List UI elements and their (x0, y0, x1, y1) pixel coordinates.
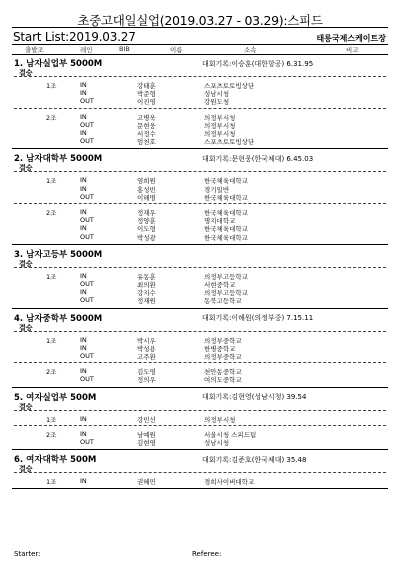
team-cell: 여의도중학교 (204, 376, 242, 385)
athlete-name: 박성광 (137, 233, 156, 242)
lane-cell: IN (80, 129, 87, 137)
lane-cell: OUT (80, 352, 94, 360)
team-cell: 의정부고등학교 (204, 272, 248, 281)
lane-cell: OUT (80, 216, 94, 225)
athlete-name: 문현웅 (137, 121, 156, 130)
team-cell: 성남시청 (204, 439, 230, 447)
heat-label: 1조 (46, 177, 57, 186)
heat-label: 1조 (46, 478, 57, 487)
athlete-name: 유동훈 (137, 272, 156, 281)
athlete-name: 고주환 (137, 353, 156, 361)
event-record: 대회기록:문현웅(한국체대) 6.45.03 (202, 154, 314, 163)
athlete-name: 정재우 (137, 209, 156, 217)
athlete-name: 강지수 (137, 289, 156, 298)
athlete-name: 정양훈 (137, 217, 156, 226)
column-header-heat: 출발조 (25, 46, 44, 54)
team-cell: 의정부시청 (204, 113, 236, 122)
heat-label: 2조 (46, 113, 57, 122)
heat-label: 1조 (46, 415, 57, 424)
lane-cell: OUT (80, 97, 94, 106)
lane-cell: OUT (80, 375, 94, 384)
event-title: 3. 남자고등부 5000M (14, 249, 103, 260)
lane-cell: IN (80, 89, 87, 98)
team-cell: 성남시청 (204, 90, 230, 99)
lane-cell: OUT (80, 438, 94, 446)
heat-divider (14, 108, 386, 109)
column-header-note: 비고 (346, 46, 359, 54)
team-cell: 천안동중학교 (204, 368, 242, 377)
lane-cell: OUT (80, 120, 94, 129)
heat-label: 2조 (46, 209, 57, 217)
lane-cell: IN (80, 288, 87, 297)
round-label: 결승 (19, 69, 33, 77)
lane-cell: IN (80, 343, 87, 352)
lane-cell: OUT (80, 296, 94, 305)
event-record: 대회기록:이해원(의정부중) 7.15.11 (202, 314, 314, 323)
team-cell: 한국체육대학교 (204, 209, 248, 217)
lane-cell: OUT (80, 280, 94, 288)
start-list-date: Start List:2019.03.27 (13, 30, 136, 44)
column-header-lane: 레인 (80, 46, 93, 54)
lane-cell: IN (80, 414, 87, 423)
event-title: 5. 여자실업부 500M (14, 392, 97, 403)
team-cell: 의정부중학교 (204, 336, 242, 345)
athlete-name: 엄천호 (137, 138, 156, 147)
athlete-name: 최의환 (137, 281, 156, 289)
athlete-name: 김도영 (137, 368, 156, 377)
round-divider (14, 410, 386, 411)
column-header-rule (12, 54, 388, 55)
round-label: 결승 (19, 465, 33, 474)
lane-cell: IN (80, 184, 87, 193)
team-cell: 경기일반 (204, 185, 230, 194)
round-label: 결승 (19, 323, 33, 332)
athlete-name: 염희원 (137, 177, 156, 186)
lane-cell: IN (80, 429, 87, 438)
athlete-name: 박시우 (137, 336, 156, 345)
team-cell: 한병중학교 (204, 344, 236, 353)
team-cell: 의정부시청 (204, 130, 236, 138)
team-cell: 서현중학교 (204, 281, 236, 289)
column-header-bib: BIB (119, 45, 130, 53)
team-cell: 의정부시청 (204, 415, 236, 424)
lane-cell: IN (80, 81, 87, 89)
event-divider (12, 488, 388, 489)
team-cell: 한국체육대학교 (204, 193, 248, 202)
lane-cell: IN (80, 477, 87, 486)
team-cell: 스포츠토토빙상단 (204, 82, 255, 90)
lane-cell: OUT (80, 137, 94, 146)
round-divider (14, 331, 386, 332)
title-rule (12, 27, 388, 28)
athlete-name: 박성용 (137, 344, 156, 353)
lane-cell: IN (80, 112, 87, 121)
heat-divider (14, 425, 386, 426)
athlete-name: 김현영 (137, 439, 156, 447)
athlete-name: 정의우 (137, 376, 156, 385)
column-header-team: 소속 (244, 46, 257, 54)
round-label: 결승 (19, 402, 33, 411)
event-divider (12, 244, 388, 245)
athlete-name: 홍성빈 (137, 185, 156, 194)
athlete-name: 권혜민 (137, 478, 156, 487)
heat-label: 1조 (46, 82, 57, 90)
athlete-name: 정재원 (137, 297, 156, 306)
lane-cell: IN (80, 208, 87, 216)
event-title: 2. 남자대학부 5000M (14, 154, 103, 165)
lane-cell: IN (80, 176, 87, 185)
team-cell: 동북고등학교 (204, 297, 242, 306)
athlete-name: 이진영 (137, 98, 156, 107)
lane-cell: OUT (80, 232, 94, 241)
athlete-name: 고병욱 (137, 113, 156, 122)
round-divider (14, 472, 386, 473)
team-cell: 스포츠토토빙상단 (204, 138, 255, 147)
event-title: 4. 남자중학부 5000M (14, 313, 103, 324)
athlete-name: 박준형 (137, 90, 156, 99)
heat-label: 2조 (46, 368, 57, 377)
round-label: 결승 (19, 164, 33, 173)
heat-label: 2조 (46, 430, 57, 439)
athlete-name: 강태훈 (137, 82, 156, 90)
column-header-name: 이름 (170, 46, 183, 54)
heat-label: 1조 (46, 272, 57, 281)
team-cell: 경희사이버대학교 (204, 478, 255, 487)
event-record: 대회기록:김현영(성남시청) 39.54 (202, 393, 307, 402)
round-label: 결승 (19, 259, 33, 268)
athlete-name: 남예원 (137, 430, 156, 439)
team-cell: 한국체육대학교 (204, 233, 248, 242)
event-divider (12, 148, 388, 149)
team-cell: 의정부중학교 (204, 353, 242, 361)
team-cell: 의정부시청 (204, 121, 236, 130)
referee-signature-label: Referee: (192, 550, 222, 558)
heat-divider (14, 362, 386, 363)
document-title: 초중고대일실업(2019.03.27 - 03.29):스피드 (77, 13, 323, 28)
event-title: 1. 남자실업부 5000M (14, 59, 103, 69)
round-divider (14, 267, 386, 268)
venue-name: 태릉국제스케이트장 (316, 34, 386, 43)
athlete-name: 강민선 (137, 415, 156, 424)
team-cell: 명지대학교 (204, 217, 236, 226)
athlete-name: 서정수 (137, 130, 156, 138)
lane-cell: IN (80, 335, 87, 344)
heat-label: 1조 (46, 336, 57, 345)
team-cell: 한국체육대학교 (204, 177, 248, 186)
event-divider (12, 387, 388, 388)
event-record: 대회기록:김준호(한국체대) 35.48 (202, 455, 307, 464)
team-cell: 의정부고등학교 (204, 289, 248, 298)
athlete-name: 이해명 (137, 193, 156, 202)
round-divider (14, 171, 386, 172)
athlete-name: 이도형 (137, 225, 156, 234)
header-rule (12, 44, 388, 45)
lane-cell: OUT (80, 192, 94, 201)
team-cell: 강원도청 (204, 98, 230, 107)
lane-cell: IN (80, 271, 87, 280)
event-title: 6. 여자대학부 500M (14, 455, 97, 466)
lane-cell: IN (80, 224, 87, 233)
event-record: 대회기록:이승훈(대한항공) 6.31.95 (202, 59, 314, 68)
team-cell: 한국체육대학교 (204, 225, 248, 234)
heat-divider (14, 203, 386, 204)
team-cell: 서울시청 스피드팀 (204, 430, 257, 439)
event-divider (12, 308, 388, 309)
lane-cell: IN (80, 367, 87, 376)
round-divider (14, 76, 386, 77)
event-divider (12, 449, 388, 450)
starter-signature-label: Starter: (14, 550, 41, 558)
